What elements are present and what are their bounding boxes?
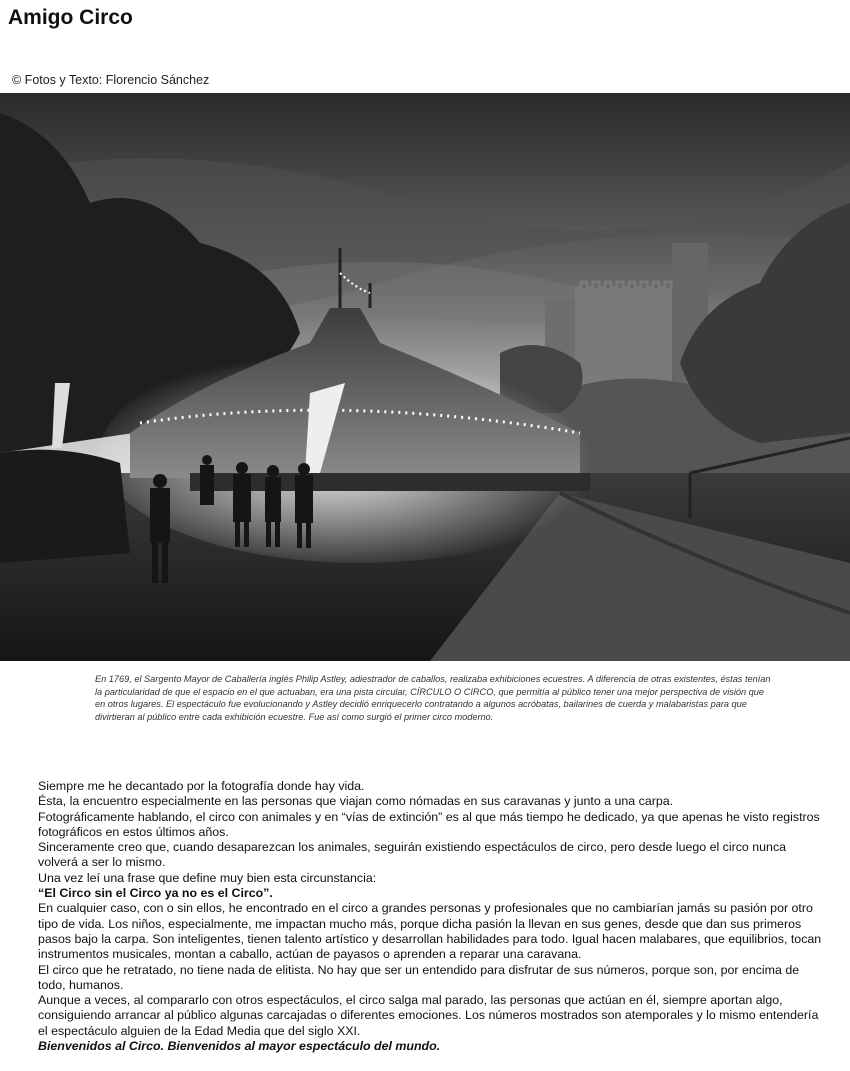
body-paragraph: Una vez leí una frase que define muy bien esta circunstancia: bbox=[38, 870, 377, 885]
circus-tent-photo bbox=[0, 93, 850, 661]
photo-credit: © Fotos y Texto: Florencio Sánchez bbox=[12, 73, 210, 87]
body-paragraph: Sinceramente creo que, cuando desaparezcan los animales, seguirán existiendo espectáculos de circo, pero desde luego el circo nunca volverá a ser lo mismo. bbox=[38, 840, 787, 870]
photo-caption: En 1769, el Sargento Mayor de Caballería inglés Philip Astley, adiestrador de caballos, realizaba exhibiciones ecuestres. A diferencia de otras existentes, éstas tenían la particularidad de que el espacio en el que actuaban, era una pista circular, CÍRCULO O CIRCO, que permitía al público tener una mejor perspectiva de visión que en otros lugares. El espectáculo fue evolucionando y Astley decidió enriquecerlo contratando a algunos acróbatas, bailarines de cuerda y malabaristas para que divirtieran al público entre cada exhibición ecuestre. Fue así como surgió el primer circo moderno. bbox=[95, 674, 771, 722]
quote: “El Circo sin el Circo ya no es el Circo”. bbox=[38, 886, 273, 901]
page-title: Amigo Circo bbox=[8, 6, 133, 29]
body-paragraph: Aunque a veces, al compararlo con otros espectáculos, el circo salga mal parado, las personas que actúan en él, siempre aportan algo, consiguiendo arrancar al público algunas carcajadas o diferentes emociones. Los números mostrados son atemporales y lo mismo entendería el espectáculo alguien de la Edad Media que del siglo XXI. bbox=[38, 993, 819, 1038]
body-paragraph: Siempre me he decantado por la fotografía donde hay vida. bbox=[38, 779, 365, 793]
body-paragraph: El circo que he retratado, no tiene nada de elitista. No hay que ser un entendido para disfrutar de sus números, porque son, por encima de todo, humanos. bbox=[38, 962, 800, 992]
body-paragraph: Fotográficamente hablando, el circo con animales y en “vías de extinción” es al que más tiempo he dedicado, ya que apenas he visto registros fotográficos en estos últimos años. bbox=[38, 809, 820, 839]
body-paragraph: Ésta, la encuentro especialmente en las personas que viajan como nómadas en sus caravanas y junto a una carpa. bbox=[38, 794, 674, 809]
body-paragraph: En cualquier caso, con o sin ellos, he encontrado en el circo a grandes personas y profesionales que no cambiarían jamás su pasión por otro tipo de vida. Los niños, especialmente, me impactan mucho más, porque dicha pasión la llevan en sus genes, desde que dan sus primeros pasos bajo la carpa. Son inteligentes, tienen talento artístico y desarrollan habilidades para todo. Igual hacen malabares, que equilibrios, tocan instrumentos musicales, montan a caballo, actúan de payasos o aprenden a reparar una caravana. bbox=[38, 901, 822, 962]
article-body bbox=[38, 779, 828, 1054]
closing-line: Bienvenidos al Circo. Bienvenidos al mayor espectáculo del mundo. bbox=[38, 1039, 441, 1054]
